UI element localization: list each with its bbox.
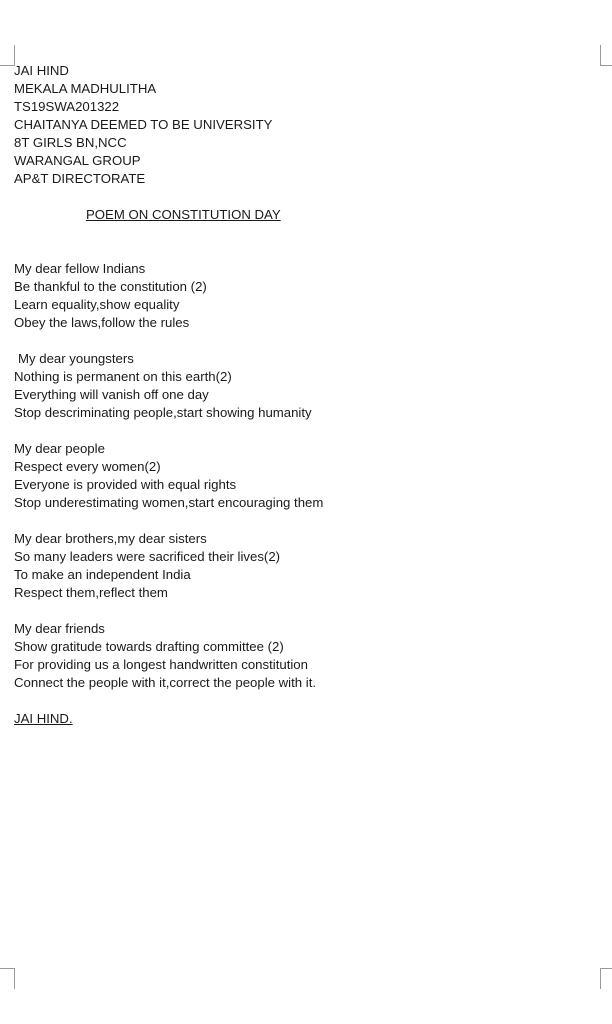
- poem-line: My dear fellow Indians: [14, 261, 146, 276]
- header-line: CHAITANYA DEEMED TO BE UNIVERSITY: [14, 117, 273, 132]
- header-line: TS19SWA201322: [14, 99, 120, 114]
- author-header: [14, 62, 594, 188]
- poem-line: Stop descriminating people,start showing humanity: [14, 405, 312, 420]
- header-line: WARANGAL GROUP: [14, 153, 141, 168]
- poem-line: Respect every women(2): [14, 459, 161, 474]
- poem-line: So many leaders were sacrificed their lives(2): [14, 549, 281, 564]
- stanza: [14, 620, 594, 692]
- poem-line: Be thankful to the constitution (2): [14, 279, 207, 294]
- closing-line: JAI HIND.: [14, 711, 73, 726]
- poem-line: Show gratitude towards drafting committee (2): [14, 639, 284, 654]
- header-line: 8T GIRLS BN,NCC: [14, 135, 127, 150]
- header-line: AP&T DIRECTORATE: [14, 171, 146, 186]
- poem-line: Nothing is permanent on this earth(2): [14, 369, 232, 384]
- page-corner-mark-bottom-left: [0, 968, 15, 989]
- poem-line: My dear friends: [14, 621, 105, 636]
- poem-line: Obey the laws,follow the rules: [14, 315, 190, 330]
- page-corner-mark-bottom-right: [600, 968, 612, 989]
- header-line: MEKALA MADHULITHA: [14, 81, 157, 96]
- poem-line: My dear people: [14, 441, 105, 456]
- poem-line: Everyone is provided with equal rights: [14, 477, 237, 492]
- poem-line: For providing us a longest handwritten constitution: [14, 657, 308, 672]
- poem-line: Everything will vanish off one day: [14, 387, 209, 402]
- poem-line: Connect the people with it,correct the people with it.: [14, 675, 317, 690]
- poem-line: Stop underestimating women,start encouraging them: [14, 495, 324, 510]
- poem-line: To make an independent India: [14, 567, 191, 582]
- page-corner-mark-top-right: [600, 45, 612, 66]
- stanza: [14, 260, 594, 332]
- poem-line: My dear youngsters: [18, 351, 134, 366]
- poem-line: Respect them,reflect them: [14, 585, 168, 600]
- page-corner-mark-top-left: [0, 45, 15, 66]
- stanza: [14, 350, 594, 422]
- poem-line: My dear brothers,my dear sisters: [14, 531, 207, 546]
- stanza: [14, 440, 594, 512]
- poem-line: Learn equality,show equality: [14, 297, 180, 312]
- poem-title: POEM ON CONSTITUTION DAY: [86, 207, 281, 222]
- stanza: [14, 530, 594, 602]
- header-line: JAI HIND: [14, 63, 69, 78]
- document-body: [14, 62, 594, 728]
